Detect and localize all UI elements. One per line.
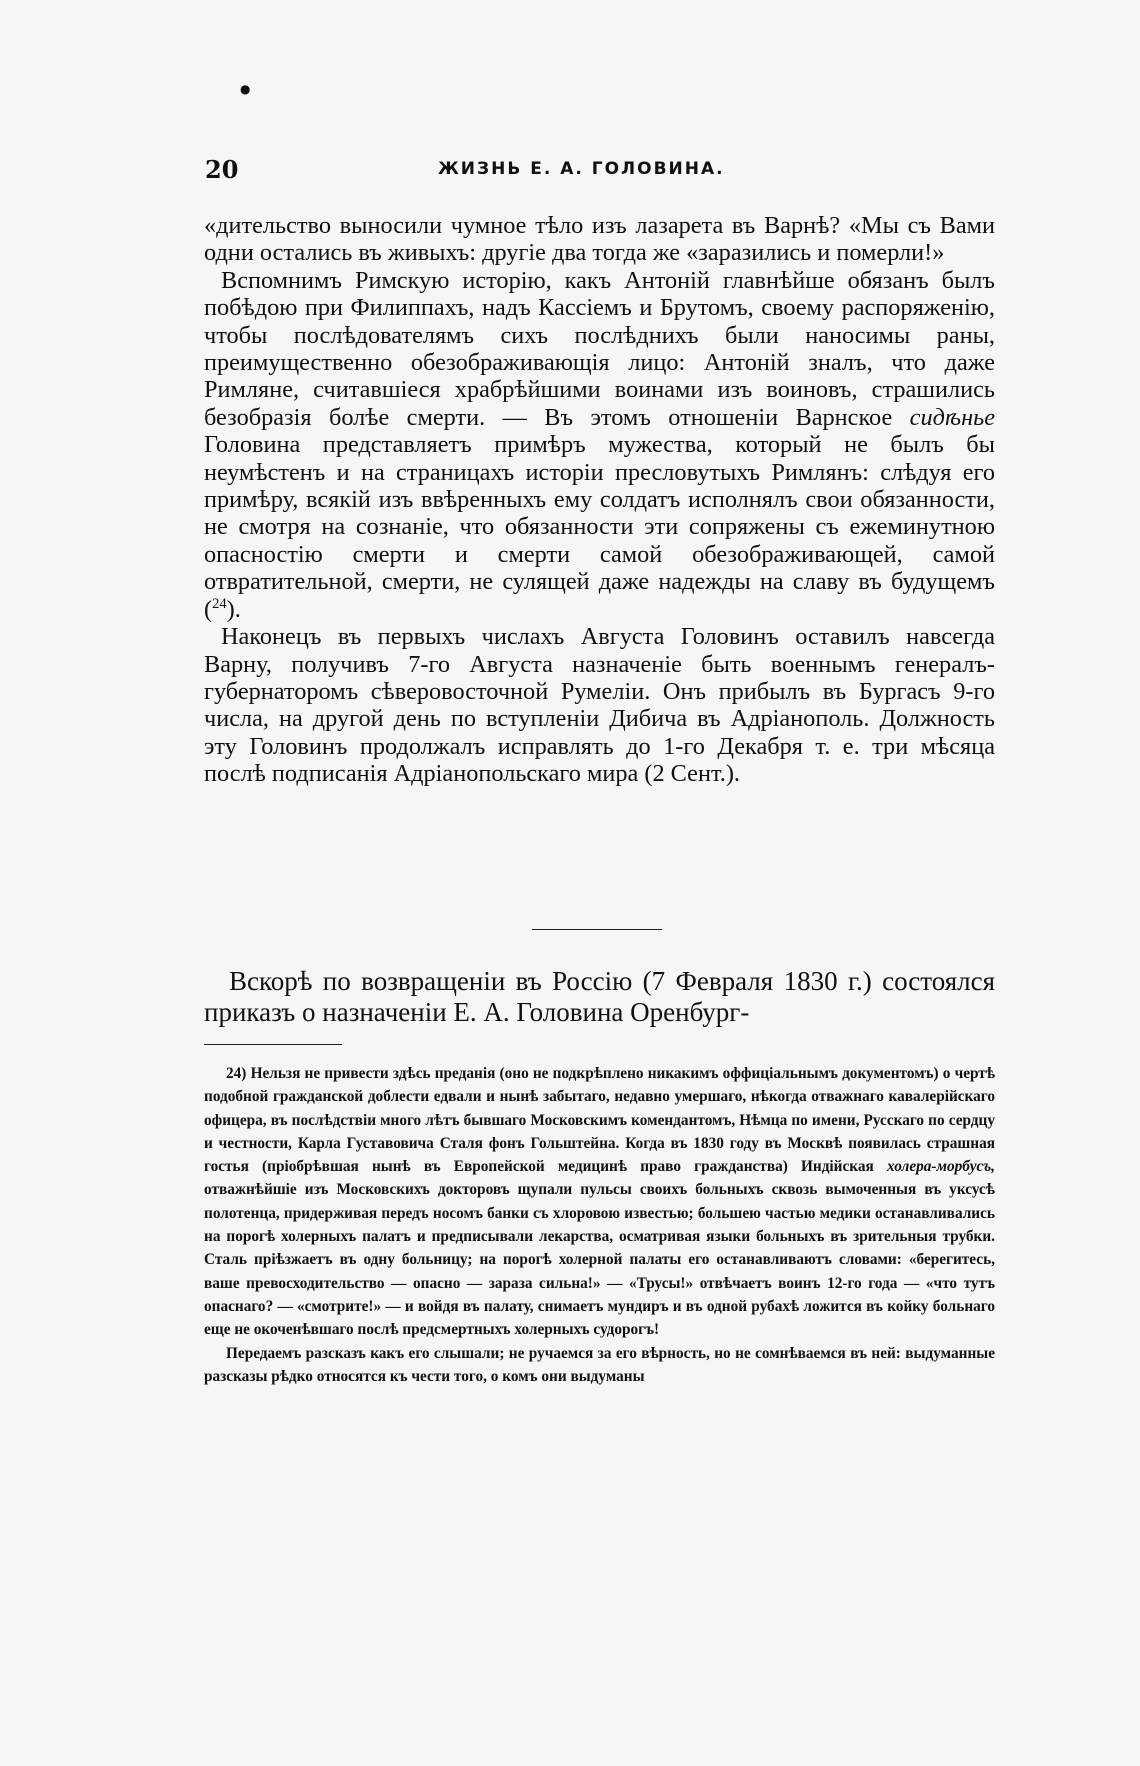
paragraph-roman-history [204,267,995,623]
next-section-text [204,966,995,1028]
footnote-reference: 24 [212,595,227,612]
page-header [205,155,995,191]
paragraph-text: Вспомнимъ Римскую исторію, какъ Антоній главнѣйше обязанъ былъ побѣдою при Филиппахъ, надъ Кассіемъ и Брутомъ, своему распоряженію, чтобы послѣдователямъ сихъ послѣднихъ были наносимы раны, преимущественно обезображивающія лицо: Антоній зналъ, что даже Римляне, считавшіеся храбрѣйшими воинами изъ воиновъ, страшились безобразія болѣе смерти. — Въ этомъ отношеніи Варнское [204,266,995,431]
paragraph-varna-departure: Наконецъ въ первыхъ числахъ Августа Головинъ оставилъ навсегда Варну, получивъ 7-го Августа назначеніе быть военнымъ генералъ-губернаторомъ сѣверовосточной Румеліи. Онъ прибылъ въ Бургасъ 9-го числа, на другой день по вступленіи Дибича въ Адріанополь. Должность эту Головинъ продолжалъ исправлять до 1-го Декабря т. е. три мѣсяца послѣ подписанія Адріанопольскаго мира (2 Сент.). [204,623,995,788]
footnote-24 [204,1062,995,1342]
paragraph-return-russia: Вскорѣ по возвращеніи въ Россію (7 Февраля 1830 г.) состоялся приказъ о назначеніи Е. А. Головина Оренбург- [204,966,995,1027]
section-divider [532,929,662,930]
paragraph-quote-end: «дительство выносили чумное тѣло изъ лазарета въ Варнѣ? «Мы съ Вами одни остались въ живыхъ: другіе два тогда же «заразились и померли!» [204,212,995,267]
emphasized-term: холера-морбусъ, [886,1158,995,1176]
main-text [204,212,995,788]
running-head: ЖИЗНЬ Е. А. ГОЛОВИНА. [438,159,725,179]
paragraph-text: Головина представляетъ примѣръ мужества, который не былъ бы неумѣстенъ и на страницахъ исторіи пресловутыхъ Римлянъ: слѣдуя его примѣру, всякій изъ ввѣренныхъ ему солдатъ исполнялъ свои обязанности, не смотря на сознаніе, что обязанности эти сопряжены съ ежеминутною опасностію смерти и смерти самой обезображивающей, самой отвратительной, смерти, не сулящей даже надежды на славу въ будущемъ ( [204,431,995,623]
ink-speck-mark: ● [240,82,251,96]
footnotes [204,1062,995,1388]
paragraph-text: ). [226,595,241,623]
page-number: 20 [205,155,239,184]
footnote-divider [204,1044,342,1045]
footnote-text: Нельзя не привести здѣсь преданія (оно не подкрѣплено никакимъ оффиціальнымъ документомъ) о чертѣ подобной гражданской доблести едвали и нынѣ забытаго, недавно умершаго, нѣкогда отважнаго кавалерійскаго офицера, въ послѣдствіи много лѣтъ бывшаго Московскимъ комендантомъ, Нѣмца по имени, Русскаго по сердцу и честности, Карла Густавовича Сталя фонъ Гольштейна. Когда въ 1830 году въ Москвѣ появилась страшная гостья (пріобрѣвшая нынѣ въ Европейской медицинѣ право гражданства) Индійская [204,1065,995,1176]
footnote-text: отважнѣйшіе изъ Московскихъ докторовъ щупали пульсы своихъ больныхъ сквозь вымоченныя въ уксусѣ полотенца, придерживая передъ носомъ банки съ хлоровою известью; большею частью медики останавливались на порогѣ холерныхъ палатъ и предписывали лекарства, осматривая языки больныхъ въ зрительныя трубки. Сталь пріѣзжаетъ въ одну больницу; на порогѣ холерной палаты его останавливаютъ словами: «берегитесь, ваше превосходительство — опасно — зараза сильна!» — «Трусы!» отвѣчаетъ воинъ 12-го года — «что тутъ опаснаго? — «смотрите!» — и войдя въ палату, снимаетъ мундиръ и въ одной рубахѣ ложится въ койку больнаго еще не окоченѣвшаго послѣ предсмертныхъ холерныхъ судорогъ! [204,1181,995,1339]
footnote-note: Передаемъ разсказъ какъ его слышали; не ручаемся за его вѣрность, но не сомнѣваемся въ ней: выдуманные разсказы рѣдко относятся къ чести того, о комъ они выдуманы [204,1344,995,1385]
emphasized-word: сидѣнье [909,403,995,431]
footnote-marker: 24) [226,1065,247,1082]
